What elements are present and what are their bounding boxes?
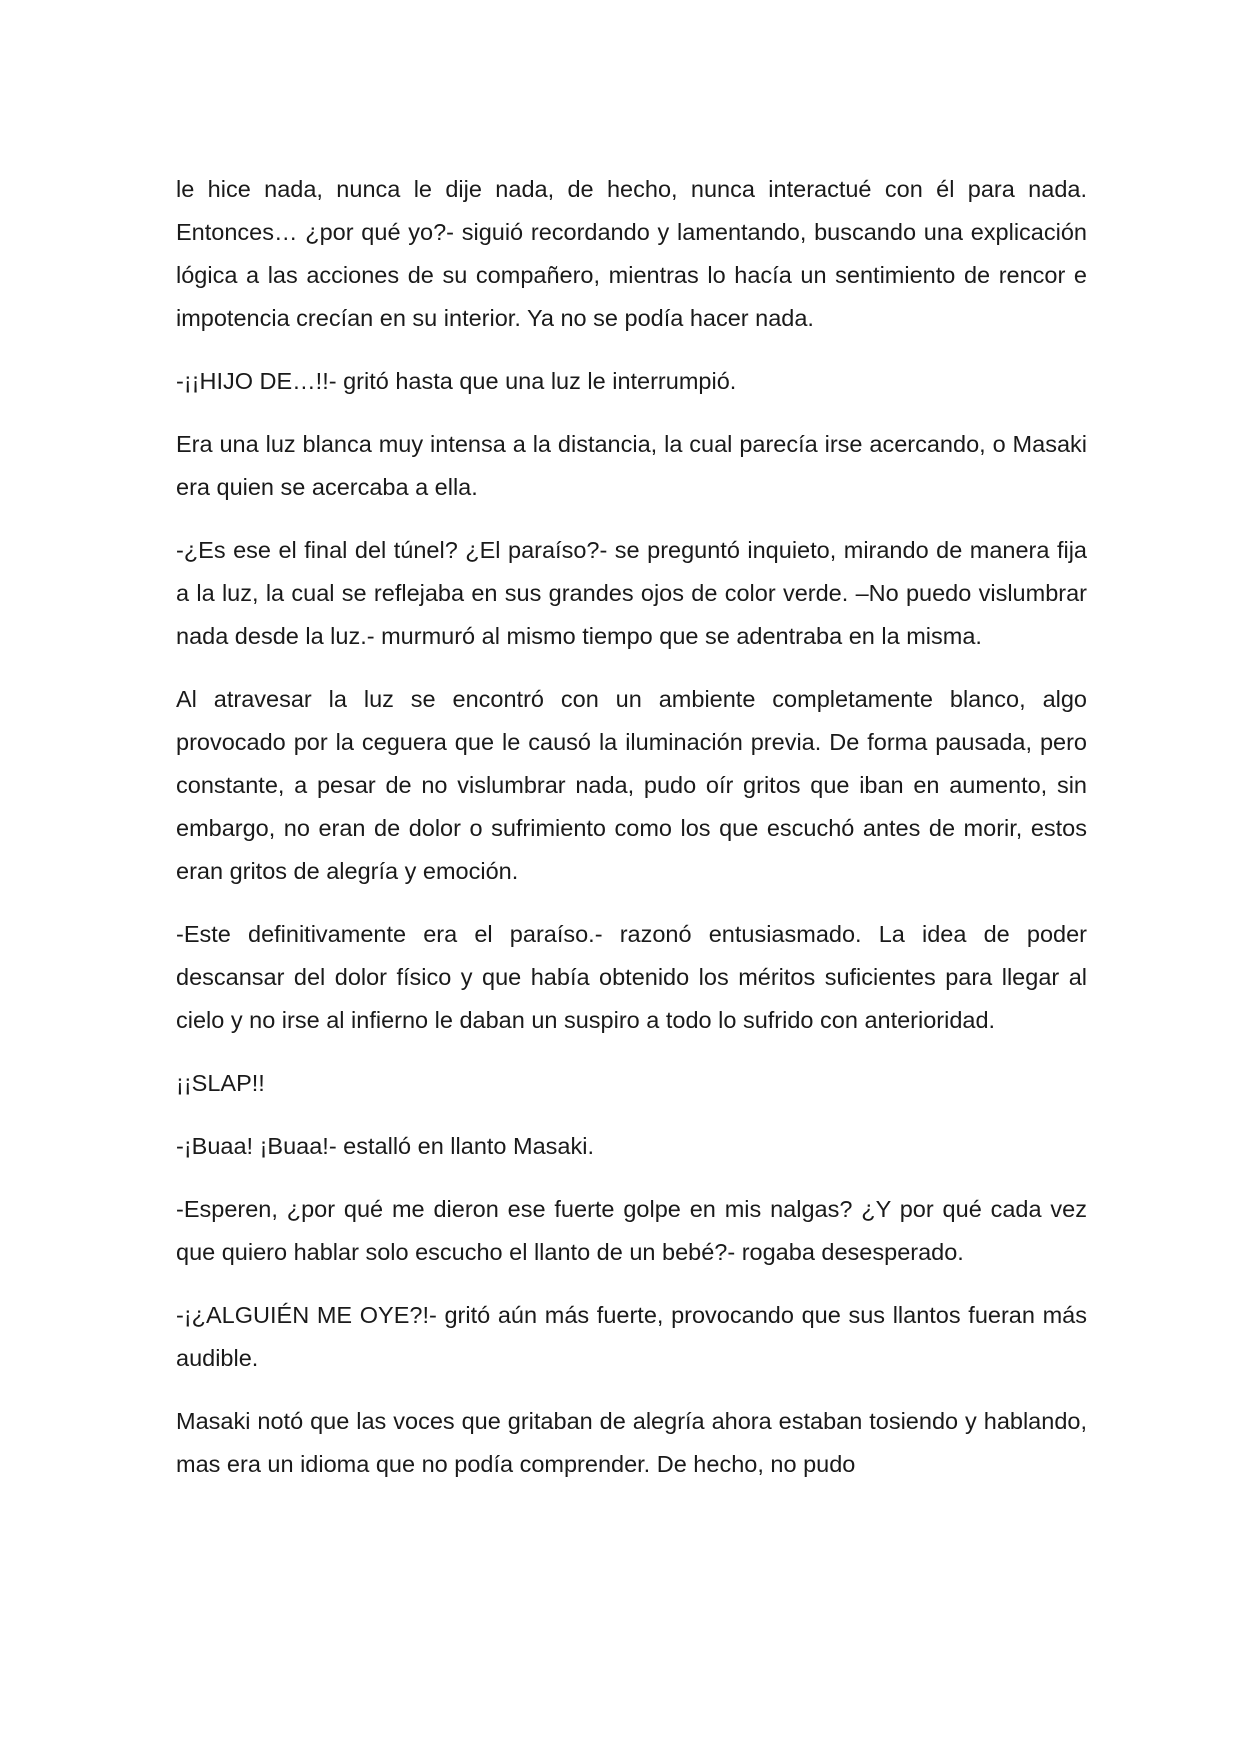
paragraph: -Este definitivamente era el paraíso.- razonó entusiasmado. La idea de poder descansar del dolor físico y que había obtenido los méritos suficientes para llegar al cielo y no irse al infierno le daban un suspiro a todo lo sufrido con anterioridad. [176,921,1087,1033]
body-text [176,168,1087,1506]
paragraph: -¡¡HIJO DE…!!- gritó hasta que una luz le interrumpió. [176,368,737,394]
paragraph: -Esperen, ¿por qué me dieron ese fuerte golpe en mis nalgas? ¿Y por qué cada vez que quiero hablar solo escucho el llanto de un bebé?- rogaba desesperado. [176,1196,1087,1265]
paragraph: Masaki notó que las voces que gritaban de alegría ahora estaban tosiendo y hablando, mas era un idioma que no podía comprender. De hecho, no pudo [176,1408,1087,1477]
paragraph: -¡¿ALGUIÉN ME OYE?!- gritó aún más fuerte, provocando que sus llantos fueran más audible. [176,1302,1087,1371]
paragraph: Al atravesar la luz se encontró con un ambiente completamente blanco, algo provocado por la ceguera que le causó la iluminación previa. De forma pausada, pero constante, a pesar de no vislumbrar nada, pudo oír gritos que iban en aumento, sin embargo, no eran de dolor o sufrimiento como los que escuchó antes de morir, estos eran gritos de alegría y emoción. [176,686,1087,884]
paragraph: Era una luz blanca muy intensa a la distancia, la cual parecía irse acercando, o Masaki era quien se acercaba a ella. [176,431,1087,500]
paragraph: le hice nada, nunca le dije nada, de hecho, nunca interactué con él para nada. Entonces… ¿por qué yo?- siguió recordando y lamentando, buscando una explicación lógica a las acciones de su compañero, mientras lo hacía un sentimiento de rencor e impotencia crecían en su interior. Ya no se podía hacer nada. [176,176,1087,331]
paragraph: -¡Buaa! ¡Buaa!- estalló en llanto Masaki. [176,1133,594,1159]
paragraph: -¿Es ese el final del túnel? ¿El paraíso?- se preguntó inquieto, mirando de manera fija a la luz, la cual se reflejaba en sus grandes ojos de color verde. –No puedo vislumbrar nada desde la luz.- murmuró al mismo tiempo que se adentraba en la misma. [176,537,1087,649]
paragraph: ¡¡SLAP!! [176,1070,265,1096]
